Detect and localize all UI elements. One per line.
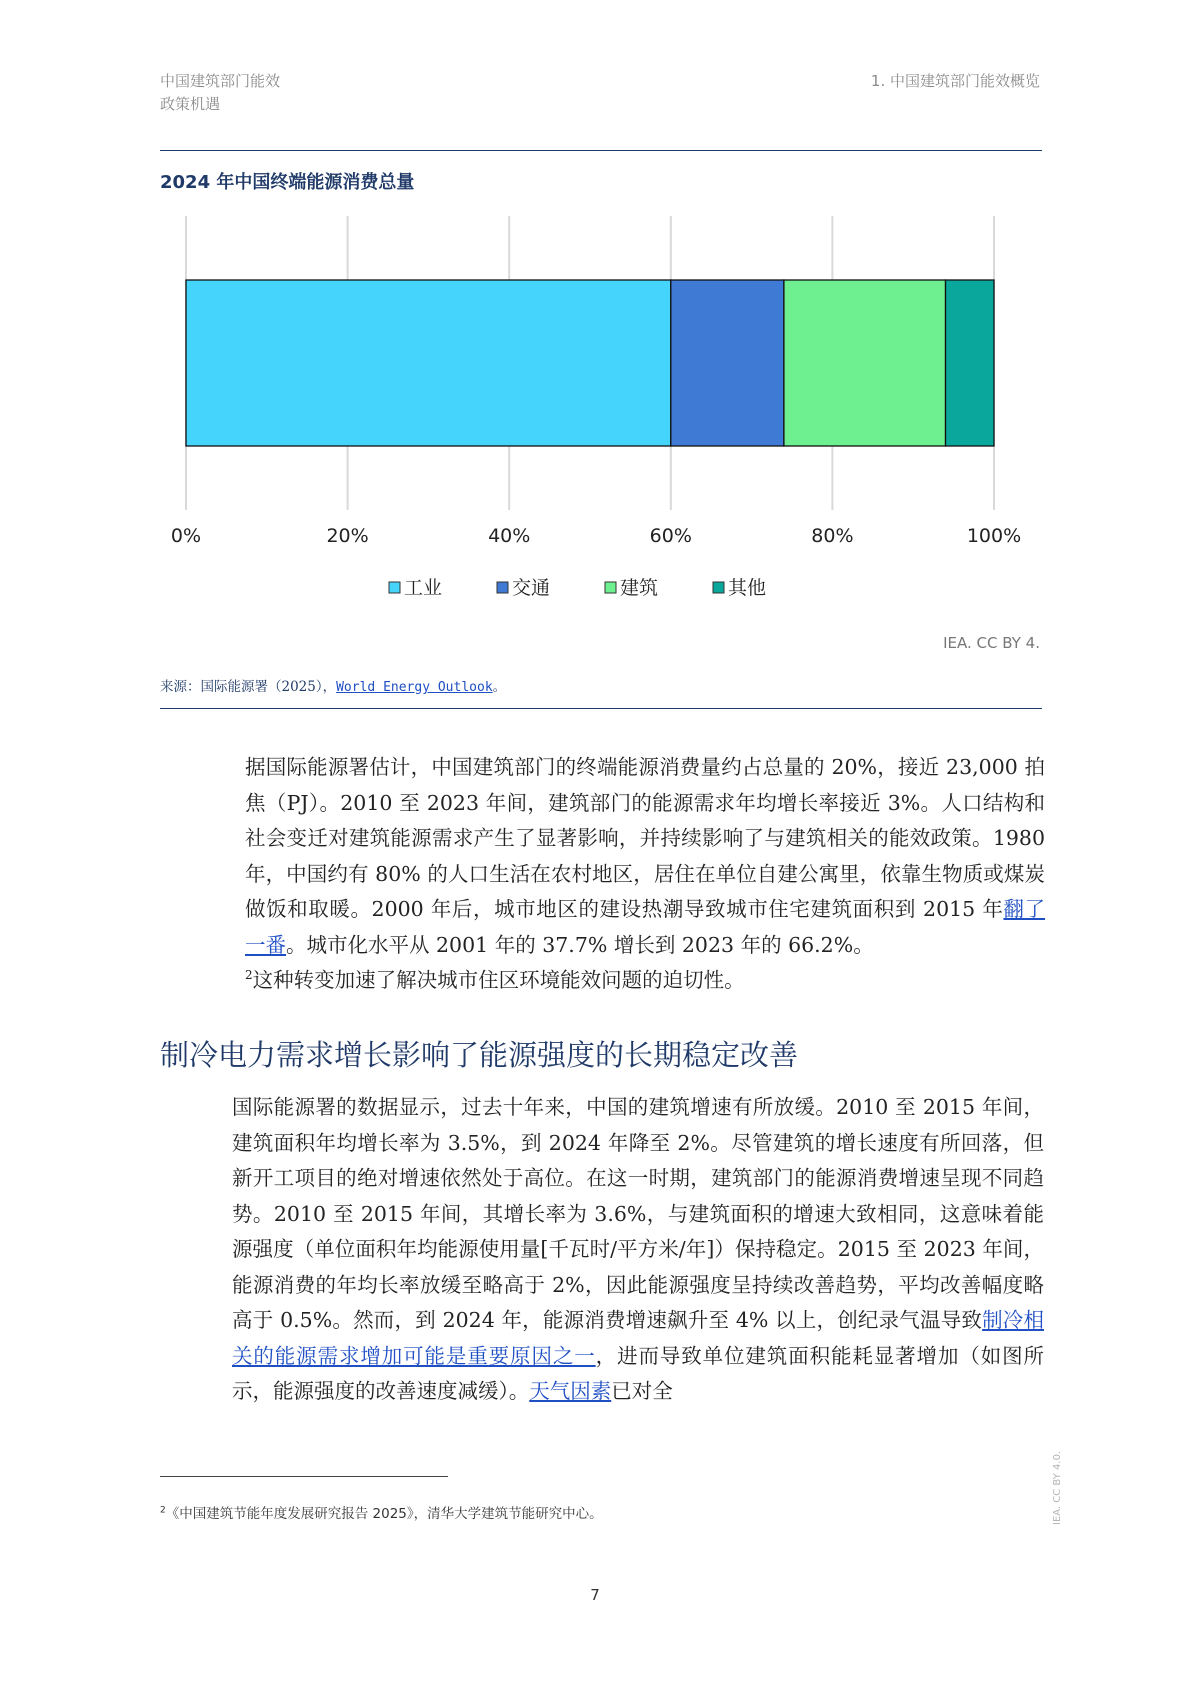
- bar-segment: [784, 280, 946, 446]
- source-prefix: 来源：国际能源署（2025），: [160, 679, 337, 695]
- x-tick-label: 0%: [170, 525, 202, 547]
- legend-swatch: [605, 582, 616, 593]
- figure-title: 2024 年中国终端能源消费总量: [160, 172, 415, 193]
- p2-text-b: ，进而导致单位建筑面积能耗显著增加（如图所示，能源强度的改善速度减缓）。: [232, 1343, 1045, 1403]
- x-tick-label: 40%: [488, 525, 531, 547]
- x-tick-label: 80%: [811, 525, 854, 547]
- header-title-line1: 中国建筑部门能效: [160, 72, 281, 90]
- legend-label: 其他: [728, 577, 767, 599]
- section-heading: 制冷电力需求增长影响了能源强度的长期稳定改善: [160, 1038, 799, 1072]
- legend-label: 工业: [404, 577, 443, 599]
- header-title-line2: 政策机遇: [160, 95, 221, 113]
- legend-swatch: [389, 582, 400, 593]
- bar-segment: [186, 280, 671, 446]
- legend-swatch: [497, 582, 508, 593]
- figure-source: [160, 675, 506, 695]
- p1-text-b: 。城市化水平从 2001 年的 37.7% 增长到 2023 年的 66.2%。: [286, 932, 874, 957]
- legend-label: 建筑: [620, 577, 659, 599]
- source-link[interactable]: World Energy Outlook: [336, 680, 493, 695]
- bar-segment: [671, 280, 784, 446]
- link-weather-factors[interactable]: 天气因素: [529, 1379, 612, 1403]
- p2-text-c: 已对全: [611, 1379, 673, 1403]
- x-tick-label: 60%: [649, 525, 692, 547]
- figure-top-rule: [160, 150, 1042, 151]
- side-license-text: IEA. CC BY 4.0.: [1052, 1450, 1063, 1525]
- footnote: [160, 1502, 603, 1522]
- figure-credit: IEA. CC BY 4.: [943, 634, 1040, 652]
- p1-text-a: 据国际能源署估计，中国建筑部门的终端能源消费量约占总量的 20%，接近 23,000 拍焦（PJ）。2010 至 2023 年间，建筑部门的能源需求年均增长率接近 3%。人口结构和社会变迁对建筑能源需求产生了显著影响，并持续影响了与建筑相关的能效政策。1980 年，中国约有 80% 的人口生活在农村地区，居住在单位自建公寓里，依靠生物质或煤炭做饭和取暖。2000 年后，城市地区的建设热潮导致城市住宅建筑面积到 2015 年: [245, 755, 1045, 921]
- legend-label: 交通: [512, 577, 551, 599]
- p1-text-c: 这种转变加速了解决城市住区环境能效问题的迫切性。: [252, 968, 745, 992]
- footnote-ref[interactable]: 2: [245, 968, 253, 983]
- body-paragraph-2: [232, 1090, 1044, 1410]
- link-doubled[interactable]: 翻了一番: [245, 897, 1046, 957]
- x-tick-label: 20%: [326, 525, 369, 547]
- stacked-bar-chart: [160, 210, 1040, 620]
- footnote-rule: [160, 1476, 448, 1477]
- figure-bottom-rule: [160, 708, 1042, 709]
- source-suffix: 。: [492, 679, 507, 695]
- page-number: 7: [590, 1586, 600, 1604]
- body-paragraph-1: [245, 750, 1045, 999]
- footnote-number: 2: [160, 1505, 166, 1516]
- running-header-right: 1. 中国建筑部门能效概览: [870, 72, 1040, 90]
- footnote-text: 《中国建筑节能年度发展研究报告 2025》，清华大学建筑节能研究中心。: [165, 1506, 603, 1522]
- running-header-left: [160, 70, 280, 116]
- link-cooling-demand[interactable]: 制冷相关的能源需求增加可能是重要原因之一: [232, 1308, 1045, 1368]
- bar-segment: [946, 280, 994, 446]
- legend-swatch: [713, 582, 724, 593]
- p2-text-a: 国际能源署的数据显示，过去十年来，中国的建筑增速有所放缓。2010 至 2015 年间，建筑面积年均增长率为 3.5%，到 2024 年降至 2%。尽管建筑的增长速度有所回落，但新开工项目的绝对增速依然处于高位。在这一时期，建筑部门的能源消费增速呈现不同趋势。2010 至 2015 年间，其增长率为 3.6%，与建筑面积的增速大致相同，这意味着能源强度（单位面积年均能源使用量[千瓦时/平方米/年]）保持稳定。2015 至 2023 年间，能源消费的年均长率放缓至略高于 2%，因此能源强度呈持续改善趋势，平均改善幅度略高于 0.5%。然而，到 2024 年，能源消费增速飙升至 4% 以上，创纪录气温导致: [232, 1095, 1044, 1332]
- x-tick-label: 100%: [966, 525, 1022, 547]
